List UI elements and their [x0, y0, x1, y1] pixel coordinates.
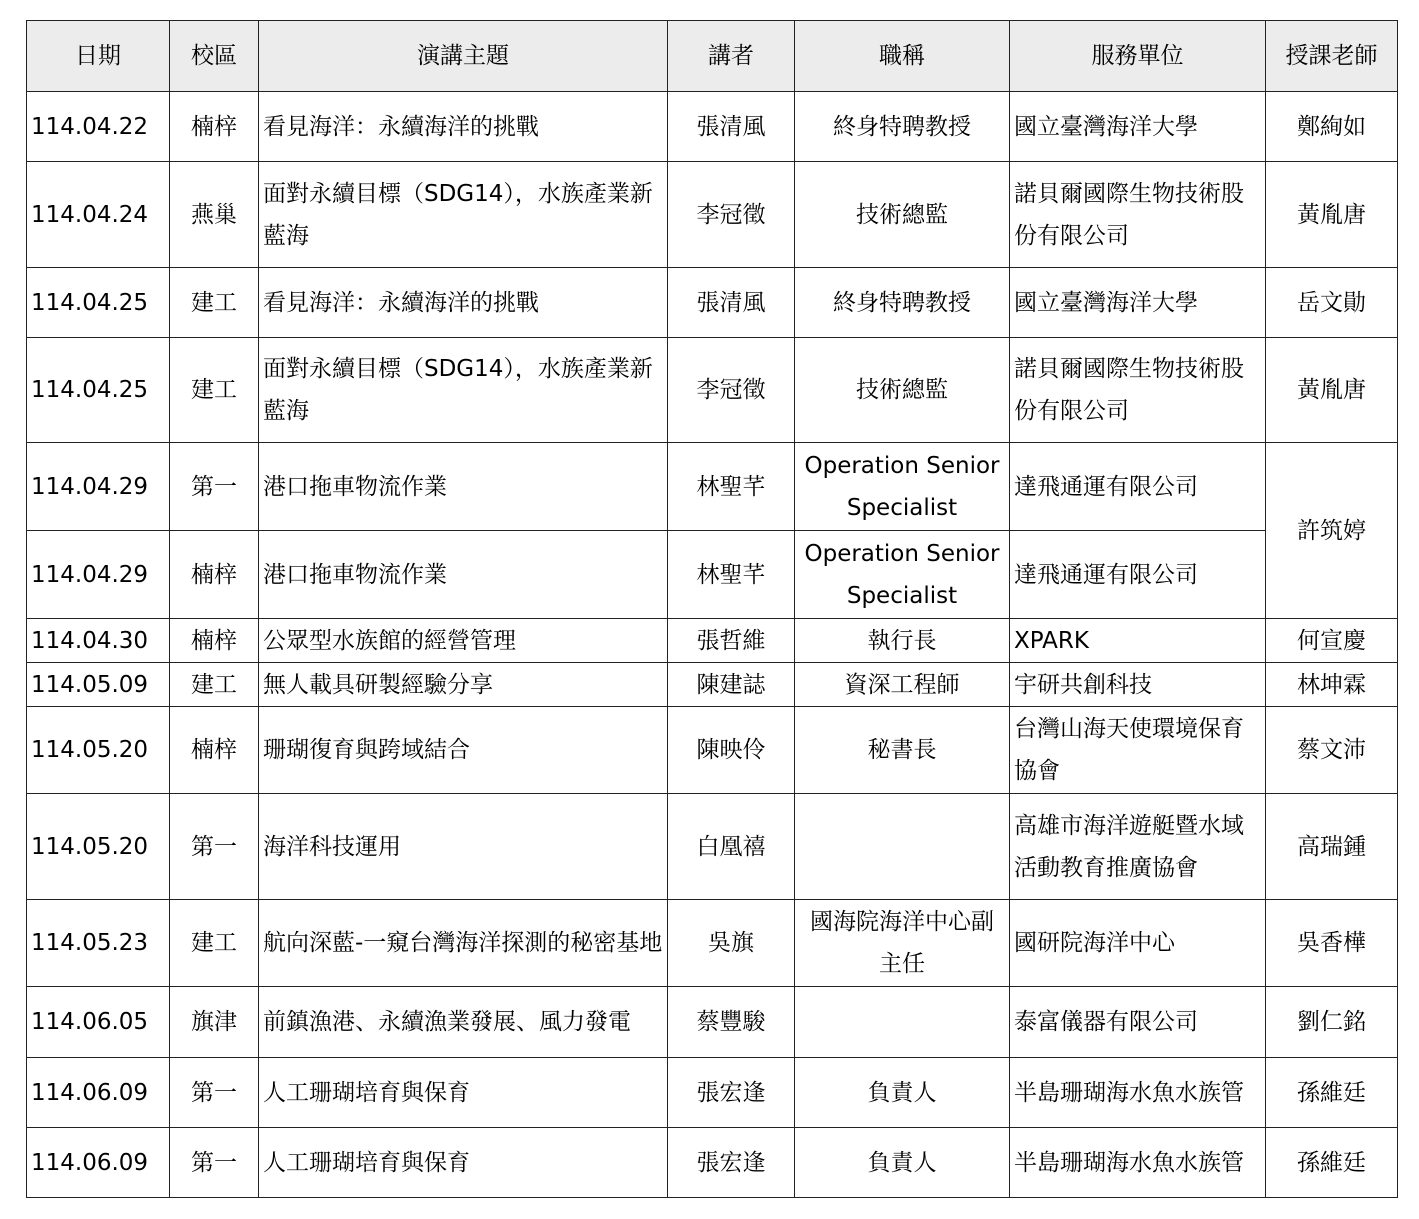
header-title: 職稱: [795, 21, 1010, 92]
cell-topic: 無人載具研製經驗分享: [259, 663, 668, 707]
cell-unit: 達飛通運有限公司: [1010, 443, 1266, 531]
cell-topic: 珊瑚復育與跨域結合: [259, 707, 668, 794]
cell-topic: 公眾型水族館的經營管理: [259, 619, 668, 663]
header-date: 日期: [27, 21, 170, 92]
cell-unit: 諾貝爾國際生物技術股份有限公司: [1010, 162, 1266, 268]
cell-date: 114.04.25: [27, 268, 170, 338]
cell-campus: 楠梓: [170, 92, 259, 162]
cell-title: 秘書長: [795, 707, 1010, 794]
cell-topic: 看見海洋：永續海洋的挑戰: [259, 92, 668, 162]
cell-date: 114.05.09: [27, 663, 170, 707]
cell-campus: 建工: [170, 663, 259, 707]
cell-topic: 看見海洋：永續海洋的挑戰: [259, 268, 668, 338]
cell-unit: 國研院海洋中心: [1010, 900, 1266, 987]
cell-title: Operation Senior Specialist: [795, 443, 1010, 531]
cell-title: 執行長: [795, 619, 1010, 663]
cell-teacher: 蔡文沛: [1266, 707, 1398, 794]
table-row: [27, 794, 1398, 900]
cell-unit: 半島珊瑚海水魚水族管: [1010, 1058, 1266, 1128]
cell-campus: 第一: [170, 1128, 259, 1198]
table-row: [27, 92, 1398, 162]
cell-date: 114.04.29: [27, 443, 170, 531]
table-row: [27, 987, 1398, 1058]
cell-unit: 泰富儀器有限公司: [1010, 987, 1266, 1058]
cell-title: Operation Senior Specialist: [795, 531, 1010, 619]
cell-campus: 建工: [170, 268, 259, 338]
cell-date: 114.04.29: [27, 531, 170, 619]
cell-topic: 前鎮漁港、永續漁業發展、風力發電: [259, 987, 668, 1058]
cell-date: 114.05.20: [27, 707, 170, 794]
cell-speaker: 陳建誌: [668, 663, 795, 707]
table-row: [27, 900, 1398, 987]
cell-unit: 高雄市海洋遊艇暨水域活動教育推廣協會: [1010, 794, 1266, 900]
cell-teacher: 林坤霖: [1266, 663, 1398, 707]
table-row: [27, 707, 1398, 794]
cell-campus: 楠梓: [170, 619, 259, 663]
cell-topic: 人工珊瑚培育與保育: [259, 1128, 668, 1198]
cell-date: 114.05.23: [27, 900, 170, 987]
cell-campus: 楠梓: [170, 531, 259, 619]
cell-date: 114.04.30: [27, 619, 170, 663]
cell-teacher: 孫維廷: [1266, 1128, 1398, 1198]
cell-teacher: 劉仁銘: [1266, 987, 1398, 1058]
cell-topic: 港口拖車物流作業: [259, 443, 668, 531]
cell-topic: 航向深藍-一窺台灣海洋探測的秘密基地: [259, 900, 668, 987]
cell-title: 國海院海洋中心副主任: [795, 900, 1010, 987]
cell-speaker: 張哲維: [668, 619, 795, 663]
cell-speaker: 陳映伶: [668, 707, 795, 794]
cell-teacher: 吳香樺: [1266, 900, 1398, 987]
cell-title: 技術總監: [795, 338, 1010, 443]
cell-title: 負責人: [795, 1128, 1010, 1198]
cell-date: 114.04.22: [27, 92, 170, 162]
cell-campus: 建工: [170, 900, 259, 987]
cell-campus: 建工: [170, 338, 259, 443]
cell-title: [795, 794, 1010, 900]
cell-unit: 國立臺灣海洋大學: [1010, 92, 1266, 162]
cell-title: 負責人: [795, 1058, 1010, 1128]
cell-teacher: 黃胤唐: [1266, 162, 1398, 268]
cell-topic: 面對永續目標（SDG14），水族產業新藍海: [259, 162, 668, 268]
cell-unit: 宇研共創科技: [1010, 663, 1266, 707]
cell-teacher: 鄭絢如: [1266, 92, 1398, 162]
cell-unit: 諾貝爾國際生物技術股份有限公司: [1010, 338, 1266, 443]
table-row: [27, 268, 1398, 338]
cell-topic: 面對永續目標（SDG14），水族產業新藍海: [259, 338, 668, 443]
cell-date: 114.06.05: [27, 987, 170, 1058]
cell-teacher: 岳文勛: [1266, 268, 1398, 338]
header-speaker: 講者: [668, 21, 795, 92]
table-row: [27, 531, 1398, 619]
cell-date: 114.06.09: [27, 1058, 170, 1128]
table-row: [27, 619, 1398, 663]
header-teacher: 授課老師: [1266, 21, 1398, 92]
cell-speaker: 蔡豐駿: [668, 987, 795, 1058]
cell-teacher: 何宣慶: [1266, 619, 1398, 663]
cell-date: 114.05.20: [27, 794, 170, 900]
cell-teacher: 黃胤唐: [1266, 338, 1398, 443]
cell-date: 114.06.09: [27, 1128, 170, 1198]
cell-title: [795, 987, 1010, 1058]
cell-teacher: 許筑婷: [1266, 443, 1398, 619]
cell-unit: 台灣山海天使環境保育協會: [1010, 707, 1266, 794]
cell-campus: 楠梓: [170, 707, 259, 794]
cell-speaker: 吳旗: [668, 900, 795, 987]
header-row: [27, 21, 1398, 92]
cell-date: 114.04.25: [27, 338, 170, 443]
table-row: [27, 1058, 1398, 1128]
cell-campus: 第一: [170, 443, 259, 531]
cell-unit: 半島珊瑚海水魚水族管: [1010, 1128, 1266, 1198]
cell-speaker: 李冠徵: [668, 338, 795, 443]
cell-campus: 燕巢: [170, 162, 259, 268]
table-row: [27, 663, 1398, 707]
cell-speaker: 李冠徵: [668, 162, 795, 268]
table-row: [27, 338, 1398, 443]
cell-date: 114.04.24: [27, 162, 170, 268]
cell-speaker: 白凰禧: [668, 794, 795, 900]
cell-teacher: 高瑞鍾: [1266, 794, 1398, 900]
cell-speaker: 林聖芊: [668, 443, 795, 531]
cell-campus: 旗津: [170, 987, 259, 1058]
header-campus: 校區: [170, 21, 259, 92]
table-row: [27, 1128, 1398, 1198]
cell-topic: 海洋科技運用: [259, 794, 668, 900]
cell-campus: 第一: [170, 794, 259, 900]
table-row: [27, 443, 1398, 531]
cell-unit: 國立臺灣海洋大學: [1010, 268, 1266, 338]
cell-campus: 第一: [170, 1058, 259, 1128]
cell-unit: XPARK: [1010, 619, 1266, 663]
cell-topic: 人工珊瑚培育與保育: [259, 1058, 668, 1128]
lecture-schedule-table: [26, 20, 1398, 1198]
cell-speaker: 張宏逢: [668, 1128, 795, 1198]
cell-speaker: 林聖芊: [668, 531, 795, 619]
cell-topic: 港口拖車物流作業: [259, 531, 668, 619]
cell-title: 終身特聘教授: [795, 92, 1010, 162]
header-unit: 服務單位: [1010, 21, 1266, 92]
cell-speaker: 張清風: [668, 92, 795, 162]
cell-teacher: 孫維廷: [1266, 1058, 1398, 1128]
cell-unit: 達飛通運有限公司: [1010, 531, 1266, 619]
cell-title: 技術總監: [795, 162, 1010, 268]
cell-title: 終身特聘教授: [795, 268, 1010, 338]
cell-speaker: 張清風: [668, 268, 795, 338]
cell-title: 資深工程師: [795, 663, 1010, 707]
table-row: [27, 162, 1398, 268]
header-topic: 演講主題: [259, 21, 668, 92]
cell-speaker: 張宏逢: [668, 1058, 795, 1128]
